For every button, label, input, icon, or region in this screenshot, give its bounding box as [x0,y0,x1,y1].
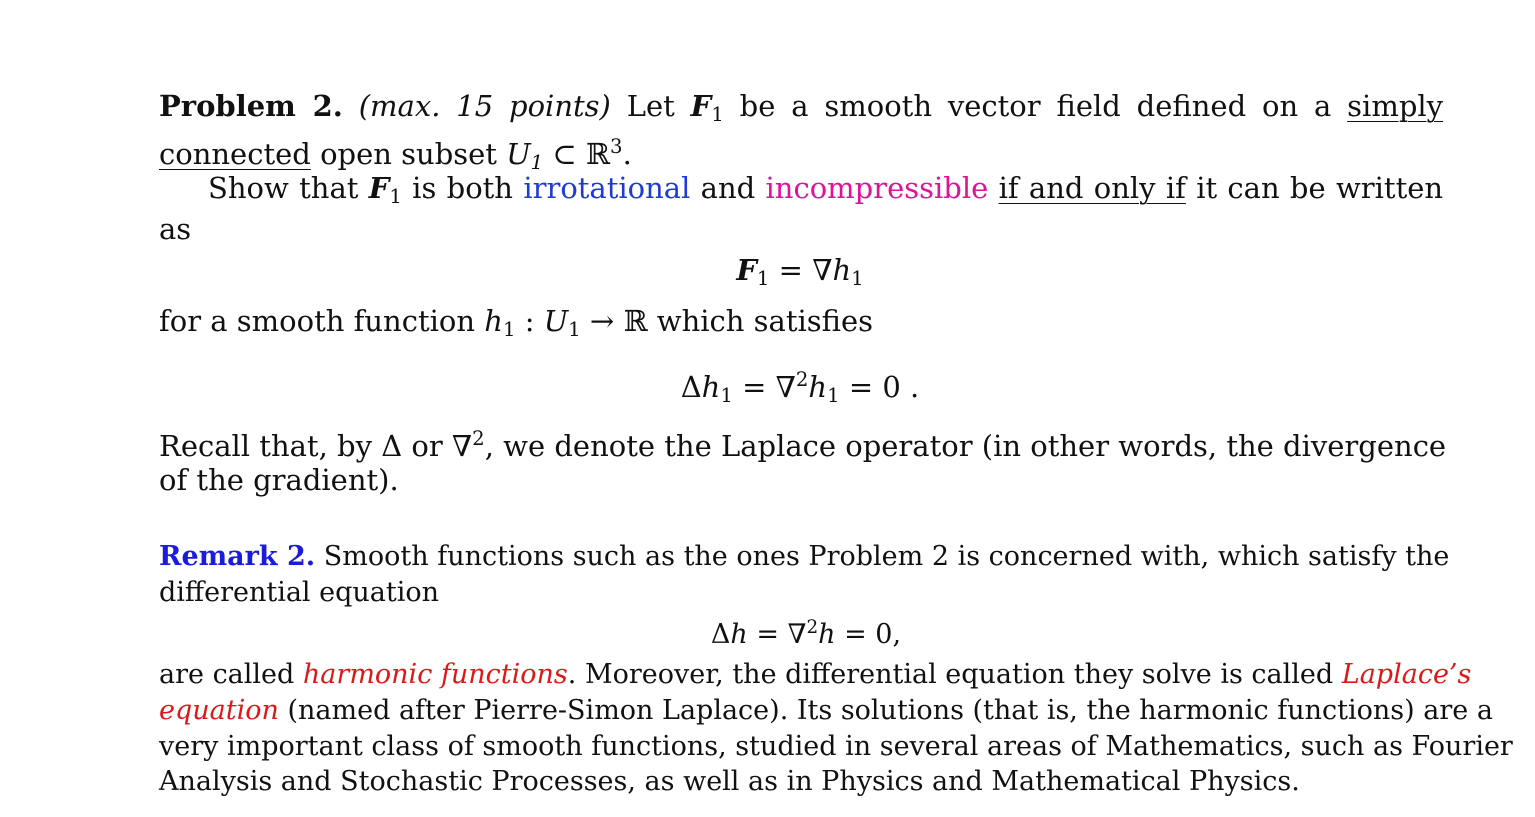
math-F1: $F_1$ [690,89,724,126]
problem-points: (max. 15 points) [358,89,611,123]
math-U1-subset-R3: $U_1$ ⊂ ℝ$^3$. [506,135,632,174]
as-word: as [159,212,192,246]
recall-prefix: Recall that, by [159,428,372,463]
problem-line-4 [159,211,1443,247]
line2-rest: open subset [320,136,497,171]
show-that: Show that [208,171,359,205]
remark-heading: Remark 2. [159,541,316,572]
remark-line-5: very important class of smooth functions, studied in several areas of Mathematics, such as Fourier [159,731,1513,762]
which-satisfies: which satisfies [656,304,874,338]
remark-line-4: equation (named after Pierre-Simon Laplace). Its solutions (that is, the harmonic functions) are a [159,695,1493,726]
equation-gradient: $F_1 = \nabla h_1$ [736,253,864,290]
remark-line-1: Remark 2. Smooth functions such as the ones Problem 2 is concerned with, which satisfy the [159,541,1450,572]
math-F1-2: $F_1$ [368,171,402,208]
recall-line-1: Recall that, by Δ or ∇$^2$, we denote the Laplace operator (in other words, the divergence [159,427,1447,463]
written-text: it can be written [1196,171,1444,205]
problem-heading: Problem 2. [159,89,343,123]
recall-line-2: of the gradient). [159,463,399,497]
remark-line-2: differential equation [159,577,440,608]
equation-laplace: Δh = ∇$^2$h = 0, [710,617,902,651]
line1-rest: be a smooth vector field defined on a [739,89,1332,123]
and-word: and [700,171,756,205]
problem-line-1 [159,88,1443,133]
simply-underlined: simply [1347,89,1444,123]
let-word: Let [626,89,675,123]
math-h1-map: $h_1$ : $U_1$ → ℝ [484,304,648,341]
is-both: is both [412,171,513,205]
equation-laplacian-h1: $\Delta h_1 = \nabla^2h_1 = 0$ . [680,368,920,407]
equation-term: equation [159,695,279,726]
for-smooth: for a smooth function [159,304,476,338]
incompressible-term: incompressible [765,171,989,205]
irrotational-term: irrotational [523,171,691,205]
problem-line-5 [159,303,1443,348]
remark-line-3: are called harmonic functions. Moreover, the differential equation they solve is called Laplace’s [159,659,1472,690]
connected-underlined: connected [159,136,311,171]
harmonic-functions-term: harmonic functions [302,659,568,690]
problem-line-3 [208,170,1443,215]
remark-line-6: Analysis and Stochastic Processes, as well as in Physics and Mathematical Physics. [159,766,1300,797]
recall-or: or [411,428,443,463]
iff-underlined: if and only if [998,171,1186,205]
laplaces-term: Laplace’s [1341,659,1472,690]
recall-line1: we denote the Laplace operator (in other words, the divergence [503,428,1447,463]
